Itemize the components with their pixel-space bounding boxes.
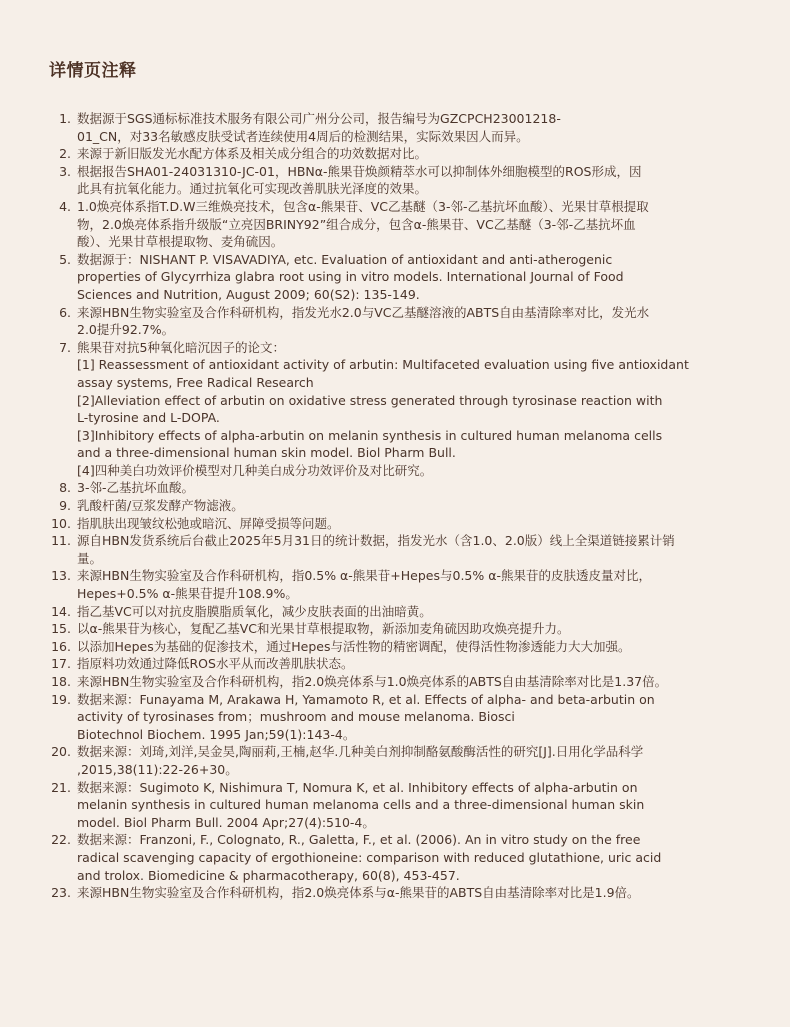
- note-line: 2.0提升92.7%。: [77, 322, 175, 338]
- note-line: Biotechnol Biochem. 1995 Jan;59(1):143-4。: [77, 726, 356, 742]
- note-item: [49, 145, 750, 163]
- note-text: [77, 479, 750, 497]
- note-line: 物，2.0焕亮体系指升级版“立亮因BRINY92”组合成分，包含α-熊果苷、VC乙基醚（3-邻-乙基抗坏血: [77, 216, 636, 232]
- note-line: 数据来源：Funayama M, Arakawa H, Yamamoto R, et al. Effects of alpha- and beta-arbutin on: [77, 691, 655, 707]
- notes-list: [49, 110, 750, 902]
- note-line: [2]Alleviation effect of arbutin on oxidative stress generated through tyrosinase reaction with: [77, 392, 663, 408]
- note-item: [49, 304, 750, 339]
- note-line: 以α-熊果苷为核心，复配乙基VC和光果甘草根提取物，新添加麦角硫因助攻焕亮提升力。: [77, 621, 570, 637]
- note-line: 乳酸杆菌/豆浆发酵产物滤液。: [77, 498, 244, 514]
- note-text: [77, 779, 750, 832]
- note-text: [77, 339, 750, 480]
- note-number: 21.: [51, 779, 71, 795]
- note-line: radical scavenging capacity of ergothioneine: comparison with reduced glutathione, uric acid: [77, 849, 662, 865]
- note-item: [49, 251, 750, 304]
- note-number: 13.: [51, 568, 71, 584]
- note-line: 数据源于SGS通标标准技术服务有限公司广州分公司，报告编号为GZCPCH23001218-: [77, 111, 561, 126]
- note-line: 来源HBN生物实验室及合作科研机构，指发光水2.0与VC乙基醚溶液的ABTS自由基清除率对比，发光水: [77, 304, 650, 320]
- note-number: 18.: [51, 674, 71, 689]
- note-item: [49, 198, 750, 251]
- note-line: 来源HBN生物实验室及合作科研机构，指2.0焕亮体系与1.0焕亮体系的ABTS自由基清除率对比是1.37倍。: [77, 674, 668, 689]
- note-number: 14.: [51, 603, 71, 619]
- note-text: [77, 567, 750, 602]
- note-item: [49, 497, 750, 515]
- note-text: [77, 743, 750, 778]
- note-line: 熊果苷对抗5种氧化暗沉因子的论文：: [77, 339, 285, 355]
- note-item: [49, 691, 750, 744]
- note-item: [49, 339, 750, 480]
- note-line: 数据源于：NISHANT P. VISAVADIYA, etc. Evaluation of antioxidant and anti-atherogenic: [77, 251, 613, 267]
- note-item: [49, 479, 750, 497]
- note-line: assay systems, Free Radical Research: [77, 374, 314, 390]
- note-text: [77, 198, 750, 251]
- note-item: [49, 567, 750, 602]
- note-text: [77, 620, 750, 638]
- note-line: 来源HBN生物实验室及合作科研机构，指2.0焕亮体系与α-熊果苷的ABTS自由基清除率对比是1.9倍。: [77, 885, 640, 901]
- note-text: [77, 603, 750, 621]
- note-item: [49, 638, 750, 656]
- note-line: [1] Reassessment of antioxidant activity of arbutin: Multifaceted evaluation using five antioxidant: [77, 357, 689, 373]
- note-line: 指肌肤出现皱纹松弛或暗沉、屏障受损等问题。: [77, 515, 340, 531]
- note-number: 8.: [59, 480, 71, 496]
- note-line: 指乙基VC可以对抗皮脂膜脂质氧化，减少皮肤表面的出油暗黄。: [77, 603, 432, 619]
- note-number: 22.: [51, 832, 71, 848]
- note-line: 来源于新旧版发光水配方体系及相关成分组合的功效数据对比。: [77, 146, 428, 162]
- note-item: [49, 884, 750, 902]
- note-line: 来源HBN生物实验室及合作科研机构，指0.5% α-熊果苷+Hepes与0.5% α-熊果苷的皮肤透皮量对比，: [77, 568, 651, 584]
- note-item: [49, 779, 750, 832]
- note-line: 1.0焕亮体系指T.D.W三维焕亮技术，包含α-熊果苷、VC乙基醚（3-邻-乙基抗坏血酸）、光果甘草根提取: [77, 198, 649, 214]
- note-item: [49, 655, 750, 673]
- note-number: 16.: [51, 638, 71, 654]
- note-text: [77, 532, 750, 567]
- note-text: [77, 673, 750, 691]
- note-line: 指原料功效通过降低ROS水平从而改善肌肤状态。: [77, 656, 354, 672]
- note-number: 4.: [59, 198, 71, 214]
- note-line: Sciences and Nutrition, August 2009; 60(S2): 135-149.: [77, 286, 420, 302]
- note-text: [77, 884, 750, 902]
- note-text: [77, 145, 750, 163]
- note-line: 根据报告SHA01-24031310-JC-01，HBNα-熊果苷焕颜精萃水可以抑制体外细胞模型的ROS形成，因: [77, 163, 642, 179]
- note-line: ,2015,38(11):22-26+30。: [77, 761, 238, 777]
- note-item: [49, 532, 750, 567]
- note-line: activity of tyrosinases from；mushroom and mouse melanoma. Biosci: [77, 709, 515, 725]
- note-line: 以添加Hepes为基础的促渗技术，通过Hepes与活性物的精密调配，使得活性物渗透能力大大加强。: [77, 638, 631, 654]
- page-title: 详情页注释: [49, 61, 137, 81]
- note-line: 源自HBN发货系统后台截止2025年5月31日的统计数据，指发光水（含1.0、2.0版）线上全渠道链接累计销: [77, 533, 675, 549]
- note-number: 17.: [51, 656, 71, 672]
- note-line: melanin synthesis in cultured human melanoma cells and a three-dimensional human skin: [77, 797, 645, 813]
- note-line: 数据来源：Sugimoto K, Nishimura T, Nomura K, et al. Inhibitory effects of alpha-arbutin on: [77, 779, 638, 795]
- note-text: [77, 691, 750, 744]
- note-number: 23.: [51, 885, 71, 901]
- note-line: [3]Inhibitory effects of alpha-arbutin on melanin synthesis in cultured human melanoma cells: [77, 427, 663, 443]
- note-text: [77, 831, 750, 884]
- note-item: [49, 110, 750, 145]
- note-line: L-tyrosine and L-DOPA.: [77, 410, 220, 426]
- note-line: model. Biol Pharm Bull. 2004 Apr;27(4):510-4。: [77, 814, 375, 830]
- note-number: 15.: [51, 621, 71, 637]
- note-item: [49, 163, 750, 198]
- note-number: 1.: [59, 111, 71, 126]
- note-item: [49, 831, 750, 884]
- note-line: 01_CN，对33名敏感皮肤受试者连续使用4周后的检测结果，实际效果因人而异。: [77, 128, 529, 144]
- note-item: [49, 603, 750, 621]
- note-number: 5.: [59, 251, 71, 267]
- note-text: [77, 304, 750, 339]
- note-line: and trolox. Biomedicine & pharmacotherapy, 60(8), 453-457.: [77, 867, 460, 883]
- note-text: [77, 251, 750, 304]
- note-item: [49, 673, 750, 691]
- note-text: [77, 638, 750, 656]
- note-line: 酸）、光果甘草根提取物、麦角硫因。: [77, 234, 284, 250]
- note-text: [77, 163, 750, 198]
- note-number: 2.: [59, 146, 71, 162]
- note-number: 6.: [59, 304, 71, 320]
- note-line: 数据来源：Franzoni, F., Colognato, R., Galetta, F., et al. (2006). An in vitro study on the free: [77, 832, 641, 848]
- note-line: 量。: [77, 550, 103, 566]
- note-number: 9.: [59, 498, 71, 514]
- note-number: 11.: [51, 533, 71, 549]
- note-item: [49, 620, 750, 638]
- note-line: 数据来源：刘琦,刘洋,吴金昊,陶丽莉,王楠,赵华.几种美白剂抑制酪氨酸酶活性的研究[J].日用化学品科学: [77, 744, 644, 760]
- note-number: 3.: [59, 163, 71, 179]
- note-item: [49, 743, 750, 778]
- note-line: [4]四种美白功效评价模型对几种美白成分功效评价及对比研究。: [77, 462, 433, 478]
- note-number: 10.: [51, 515, 71, 531]
- note-line: Hepes+0.5% α-熊果苷提升108.9%。: [77, 586, 298, 602]
- note-item: [49, 515, 750, 533]
- note-text: [77, 110, 750, 145]
- note-line: properties of Glycyrrhiza glabra root using in vitro models. International Journal of Food: [77, 269, 624, 285]
- note-number: 7.: [59, 339, 71, 355]
- note-number: 20.: [51, 744, 71, 760]
- note-text: [77, 497, 750, 515]
- note-number: 19.: [51, 691, 71, 707]
- note-line: 此具有抗氧化能力。通过抗氧化可实现改善肌肤光泽度的效果。: [77, 181, 428, 197]
- note-line: 3-邻-乙基抗坏血酸。: [77, 480, 194, 496]
- note-text: [77, 515, 750, 533]
- note-text: [77, 655, 750, 673]
- note-line: and a three-dimensional human skin model. Biol Pharm Bull.: [77, 445, 456, 461]
